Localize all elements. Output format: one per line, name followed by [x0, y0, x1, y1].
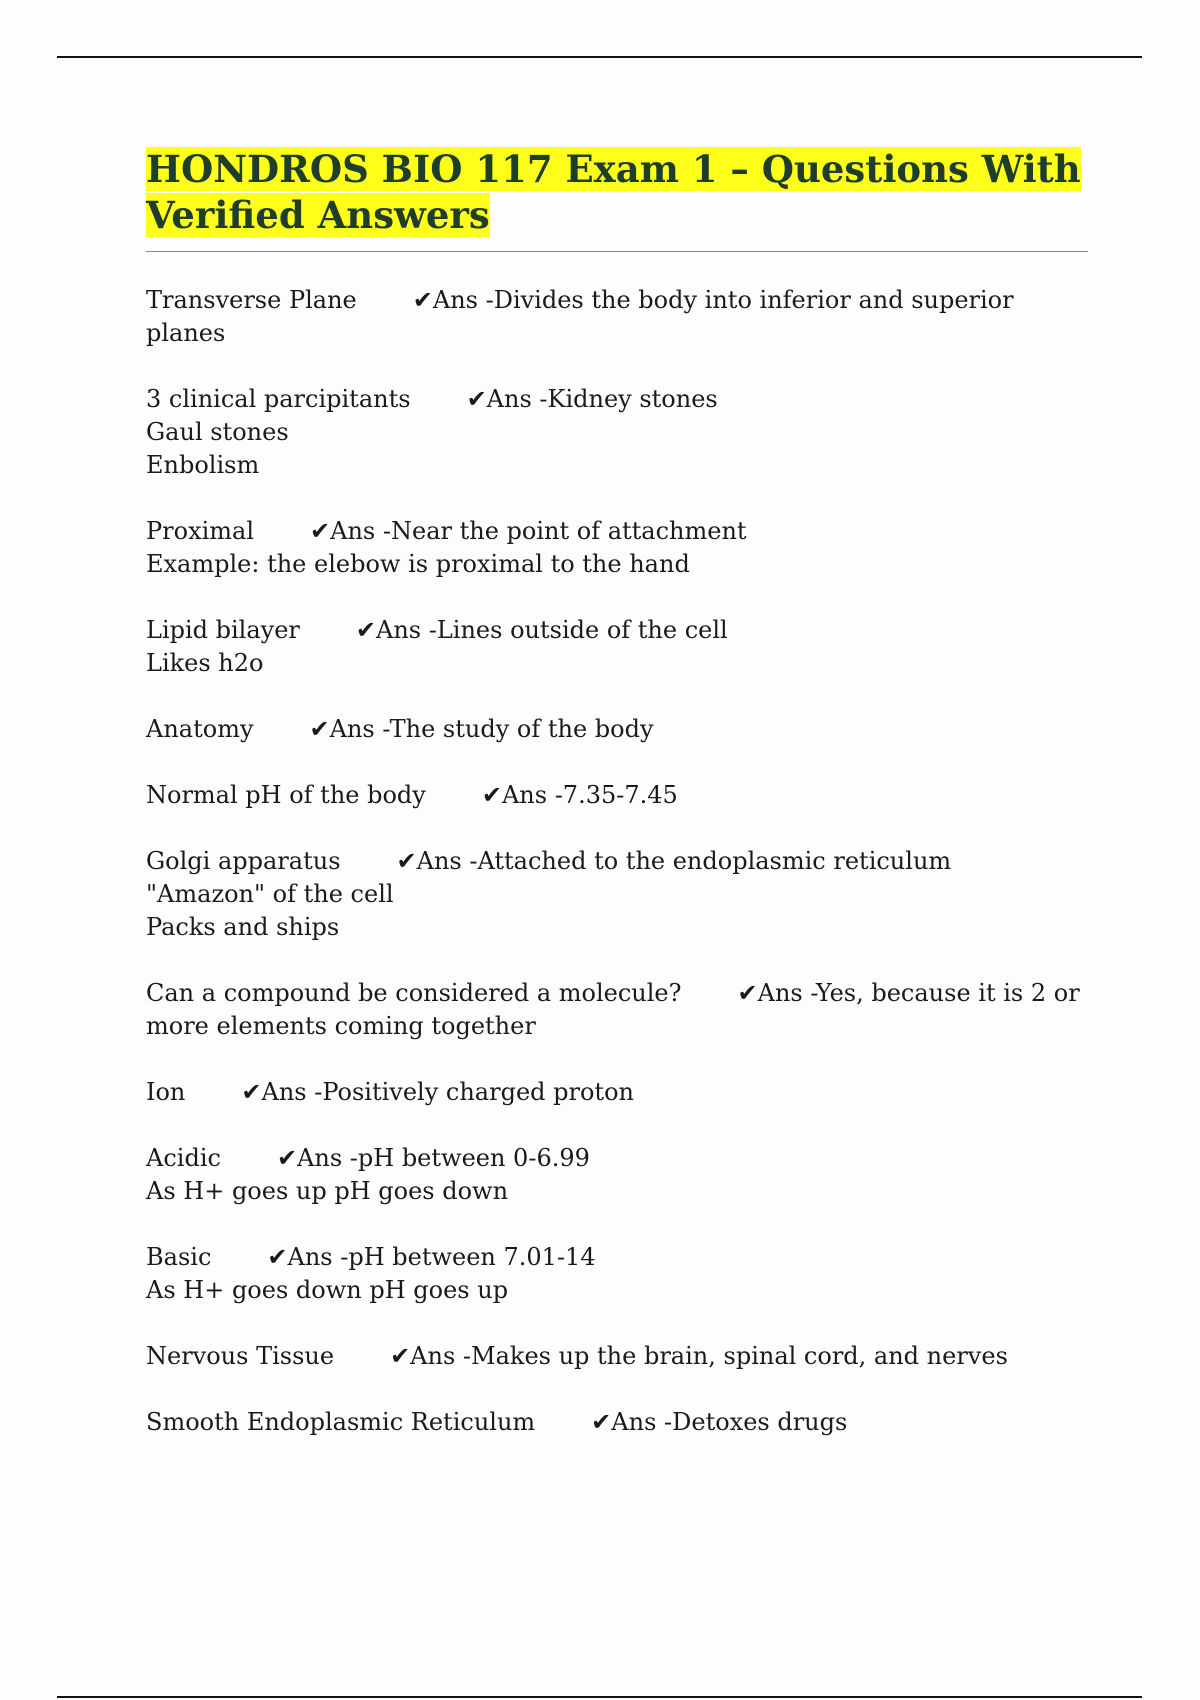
question-text: Can a compound be considered a molecule? [146, 979, 682, 1007]
question-text: Transverse Plane [146, 286, 357, 314]
qa-first-line [146, 845, 1086, 878]
footer-rule [57, 1696, 1142, 1698]
answer-marker: ✔Ans - [412, 286, 494, 314]
qa-entry [146, 713, 1086, 746]
qa-first-line [146, 515, 1086, 548]
answer-extra-line: Packs and ships [146, 913, 340, 941]
answer-extra-line: Likes h2o [146, 649, 264, 677]
answer-text: The study of the body [389, 715, 654, 743]
answer-text: Positively charged proton [322, 1078, 634, 1106]
answer-text: 7.35-7.45 [562, 781, 678, 809]
answer-marker: ✔Ans - [241, 1078, 323, 1106]
qa-entry [146, 845, 1086, 944]
question-text: Smooth Endoplasmic Reticulum [146, 1408, 536, 1436]
qa-first-line [146, 1142, 1086, 1175]
answer-marker: ✔Ans - [481, 781, 563, 809]
answer-marker: ✔Ans - [396, 847, 478, 875]
qa-list [146, 284, 1086, 1439]
qa-first-line [146, 779, 1086, 812]
answer-text: pH between 0-6.99 [357, 1144, 590, 1172]
answer-extra-line: Example: the elebow is proximal to the hand [146, 550, 690, 578]
answer-extra-line: As H+ goes up pH goes down [146, 1177, 509, 1205]
answer-text: Makes up the brain, spinal cord, and nerves [471, 1342, 1008, 1370]
qa-entry [146, 515, 1086, 581]
answer-marker: ✔Ans - [591, 1408, 673, 1436]
qa-entry [146, 977, 1086, 1043]
answer-text: Detoxes drugs [672, 1408, 848, 1436]
qa-entry [146, 383, 1086, 482]
qa-first-line [146, 1406, 1086, 1439]
answer-marker: ✔Ans - [310, 517, 391, 545]
answer-text: Kidney stones [547, 385, 718, 413]
qa-entry [146, 284, 1086, 350]
answer-extra-line: Gaul stones [146, 418, 289, 446]
qa-entry [146, 1076, 1086, 1109]
question-text: Golgi apparatus [146, 847, 341, 875]
qa-first-line [146, 977, 1086, 1043]
answer-extra-line: Enbolism [146, 451, 260, 479]
question-text: Normal pH of the body [146, 781, 426, 809]
question-text: Lipid bilayer [146, 616, 300, 644]
answer-text: Attached to the endoplasmic reticulum [477, 847, 952, 875]
qa-entry [146, 614, 1086, 680]
question-text: Ion [146, 1078, 186, 1106]
qa-entry [146, 1406, 1086, 1439]
qa-first-line [146, 383, 1086, 416]
answer-text: Divides the body into inferior and superior planes [146, 286, 1014, 347]
answer-marker: ✔Ans - [466, 385, 548, 413]
question-text: Proximal [146, 517, 255, 545]
answer-extra-line: As H+ goes down pH goes up [146, 1276, 509, 1304]
answer-marker: ✔Ans - [309, 715, 390, 743]
answer-text: Near the point of attachment [390, 517, 747, 545]
qa-entry [146, 1241, 1086, 1307]
qa-first-line [146, 1340, 1086, 1373]
answer-marker: ✔Ans - [355, 616, 437, 644]
answer-marker: ✔Ans - [737, 979, 816, 1007]
document-title [146, 146, 1086, 238]
qa-first-line [146, 614, 1086, 647]
qa-entry [146, 779, 1086, 812]
qa-first-line [146, 713, 1086, 746]
qa-entry [146, 1142, 1086, 1208]
answer-marker: ✔Ans - [276, 1144, 358, 1172]
title-underline [146, 251, 1088, 252]
qa-entry [146, 1340, 1086, 1373]
answer-text: Yes, because it is 2 or more elements coming together [146, 979, 1080, 1040]
answer-marker: ✔Ans - [267, 1243, 349, 1271]
qa-first-line [146, 1241, 1086, 1274]
answer-marker: ✔Ans - [390, 1342, 472, 1370]
document-body [146, 146, 1086, 1472]
qa-first-line [146, 1076, 1086, 1109]
answer-text: Lines outside of the cell [436, 616, 728, 644]
title-text: HONDROS BIO 117 Exam 1 – Questions With Verified Answers [146, 147, 1081, 237]
question-text: Anatomy [146, 715, 254, 743]
qa-first-line [146, 284, 1086, 350]
question-text: Basic [146, 1243, 212, 1271]
header-rule [57, 56, 1142, 58]
answer-extra-line: "Amazon" of the cell [146, 880, 394, 908]
question-text: Acidic [146, 1144, 221, 1172]
question-text: Nervous Tissue [146, 1342, 335, 1370]
question-text: 3 clinical parcipitants [146, 385, 411, 413]
answer-text: pH between 7.01-14 [348, 1243, 596, 1271]
